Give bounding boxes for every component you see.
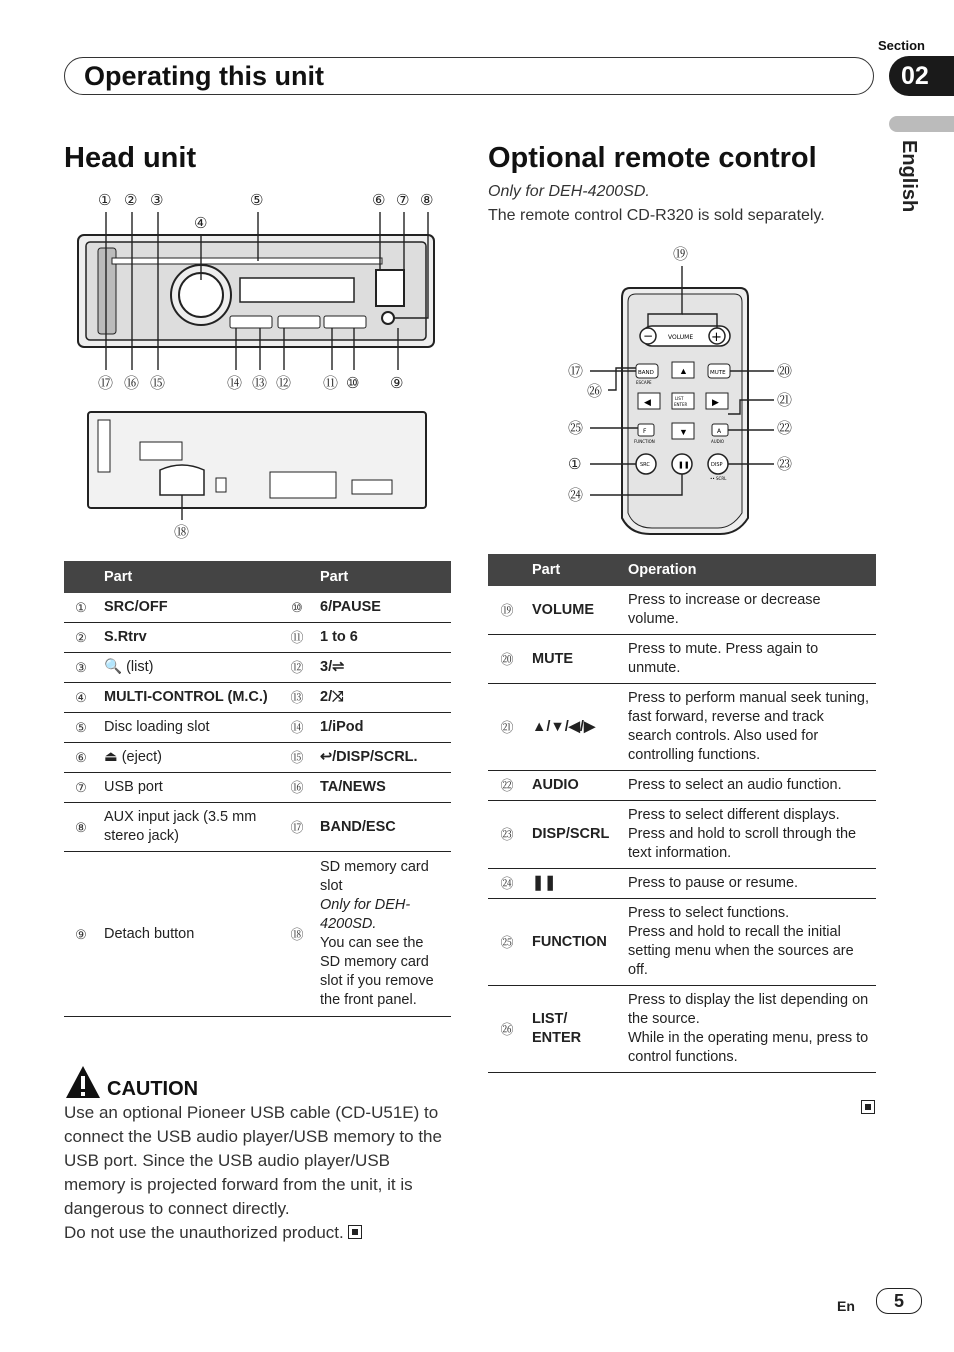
- callout-23: ㉓: [777, 455, 793, 473]
- table-row: ④ MULTI-CONTROL (M.C.) ⑬ 2/⤨: [64, 683, 451, 713]
- callout-14: ⑭: [227, 374, 243, 392]
- caution-title: CAUTION: [107, 1078, 199, 1100]
- svg-text:AUDIO: AUDIO: [711, 439, 725, 444]
- end-mark-icon: [861, 1100, 875, 1114]
- svg-text:MUTE: MUTE: [710, 370, 726, 376]
- svg-text:ESCAPE: ESCAPE: [636, 380, 652, 385]
- callout-17: ⑰: [98, 374, 114, 392]
- svg-text:BAND: BAND: [638, 370, 654, 376]
- callout-18: ⑱: [174, 523, 190, 541]
- callout-26: ㉖: [587, 382, 603, 400]
- svg-text:•• SCRL: •• SCRL: [710, 476, 727, 481]
- language-label: English: [898, 140, 920, 213]
- svg-text:❚❚: ❚❚: [678, 461, 690, 469]
- callout-10: ⑩: [346, 374, 360, 392]
- page-number: 5: [876, 1288, 922, 1314]
- warning-icon: [64, 1064, 102, 1100]
- callout-3: ③: [150, 191, 164, 209]
- svg-text:F: F: [643, 428, 647, 435]
- callout-25: ㉕: [568, 419, 584, 437]
- svg-text:SRC: SRC: [640, 462, 650, 468]
- callout-19: ⑲: [673, 245, 689, 263]
- table-row: ③ 🔍 (list) ⑫ 3/⇌: [64, 653, 451, 683]
- svg-text:−: −: [643, 329, 654, 343]
- table-row: ① SRC/OFF ⑩ 6/PAUSE: [64, 593, 451, 623]
- callout-21: ㉑: [777, 391, 793, 409]
- callout-12: ⑫: [276, 374, 292, 392]
- callout-17: ⑰: [568, 362, 584, 380]
- svg-text:VOLUME: VOLUME: [668, 334, 694, 341]
- table-row: ㉓ DISP/SCRL Press to select different displays. Press and hold to scroll through the text information.: [488, 801, 876, 869]
- svg-text:LIST: LIST: [675, 396, 684, 401]
- table-row: ㉖ LIST/ ENTER Press to display the list depending on the source. While in the operating menu, press to control functions.: [488, 986, 876, 1073]
- head-unit-parts-table: [64, 561, 451, 1017]
- svg-text:▼: ▼: [679, 427, 688, 437]
- table-row: ⑧ AUX input jack (3.5 mm stereo jack) ⑰ BAND/ESC: [64, 803, 451, 852]
- head-unit-illustration: [64, 180, 464, 550]
- callout-2: ②: [124, 191, 138, 209]
- callout-8: ⑧: [420, 191, 434, 209]
- callout-5: ⑤: [250, 191, 264, 209]
- svg-text:FUNCTION: FUNCTION: [634, 439, 655, 444]
- table-row: ㉒ AUDIO Press to select an audio function.: [488, 771, 876, 801]
- footer-language: En: [837, 1298, 855, 1314]
- end-mark-icon: [348, 1225, 362, 1239]
- callout-15: ⑮: [150, 374, 166, 392]
- callout-4: ④: [194, 214, 208, 232]
- svg-text:A: A: [717, 428, 722, 435]
- section-number: 02: [889, 56, 954, 96]
- table-row: ㉑ ▲/▼/◀/▶ Press to perform manual seek tuning, fast forward, reverse and track search controls. Also used for controlling functions.: [488, 684, 876, 771]
- remote-illustration: [560, 238, 820, 538]
- svg-text:▶: ▶: [712, 397, 719, 407]
- head-unit-heading: Head unit: [64, 142, 197, 174]
- table-row: ⑤ Disc loading slot ⑭ 1/iPod: [64, 713, 451, 743]
- language-tab: [889, 116, 954, 132]
- callout-16: ⑯: [124, 374, 140, 392]
- table-row: ② S.Rtrv ⑪ 1 to 6: [64, 623, 451, 653]
- svg-text:DISP: DISP: [711, 462, 723, 468]
- callout-22: ㉒: [777, 419, 793, 437]
- callout-6: ⑥: [372, 191, 386, 209]
- table-row: ⑳ MUTE Press to mute. Press again to unmute.: [488, 635, 876, 684]
- remote-operations-table: [488, 554, 876, 1073]
- remote-heading: Optional remote control: [488, 142, 817, 174]
- table-header-part: Part: [526, 554, 622, 586]
- callout-11: ⑪: [323, 374, 339, 392]
- svg-text:ENTER: ENTER: [674, 402, 688, 407]
- table-row: ㉔ ❚❚ Press to pause or resume.: [488, 869, 876, 899]
- remote-note-model: Only for DEH-4200SD.: [488, 183, 650, 200]
- callout-9: ⑨: [390, 374, 404, 392]
- table-row: ⑲ VOLUME Press to increase or decrease volume.: [488, 586, 876, 635]
- callout-7: ⑦: [396, 191, 410, 209]
- callout-13: ⑬: [252, 374, 268, 392]
- caution-body: Use an optional Pioneer USB cable (CD-U51E) to connect the USB audio player/USB memory to the USB port. Since the USB audio player/USB memory is projected forward from the unit, it is dangerous to connect directly. Do not use the unauthorized product.: [64, 1103, 442, 1242]
- callout-1: ①: [98, 191, 112, 209]
- svg-text:▲: ▲: [679, 366, 688, 376]
- callout-1: ①: [568, 455, 582, 473]
- callout-20: ⑳: [777, 362, 793, 380]
- table-row: ⑦ USB port ⑯ TA/NEWS: [64, 773, 451, 803]
- callout-24: ㉔: [568, 486, 584, 504]
- remote-note-sold-separately: The remote control CD-R320 is sold separately.: [488, 207, 825, 224]
- table-header-part: Part: [314, 561, 451, 593]
- table-row: ㉕ FUNCTION Press to select functions. Press and hold to recall the initial setting menu when the sources are off.: [488, 899, 876, 986]
- page-title: Operating this unit: [84, 61, 324, 91]
- table-row: ⑨ Detach button ⑱ SD memory card slot Only for DEH-4200SD. You can see the SD memory card slot if you remove the front panel.: [64, 852, 451, 1017]
- table-header-part: Part: [98, 561, 280, 593]
- svg-text:◀: ◀: [644, 397, 651, 407]
- section-label: Section: [878, 38, 925, 53]
- table-header-operation: Operation: [622, 554, 876, 586]
- svg-text:+: +: [711, 330, 722, 345]
- table-row: ⑥ ⏏ (eject) ⑮ ↩/DISP/SCRL.: [64, 743, 451, 773]
